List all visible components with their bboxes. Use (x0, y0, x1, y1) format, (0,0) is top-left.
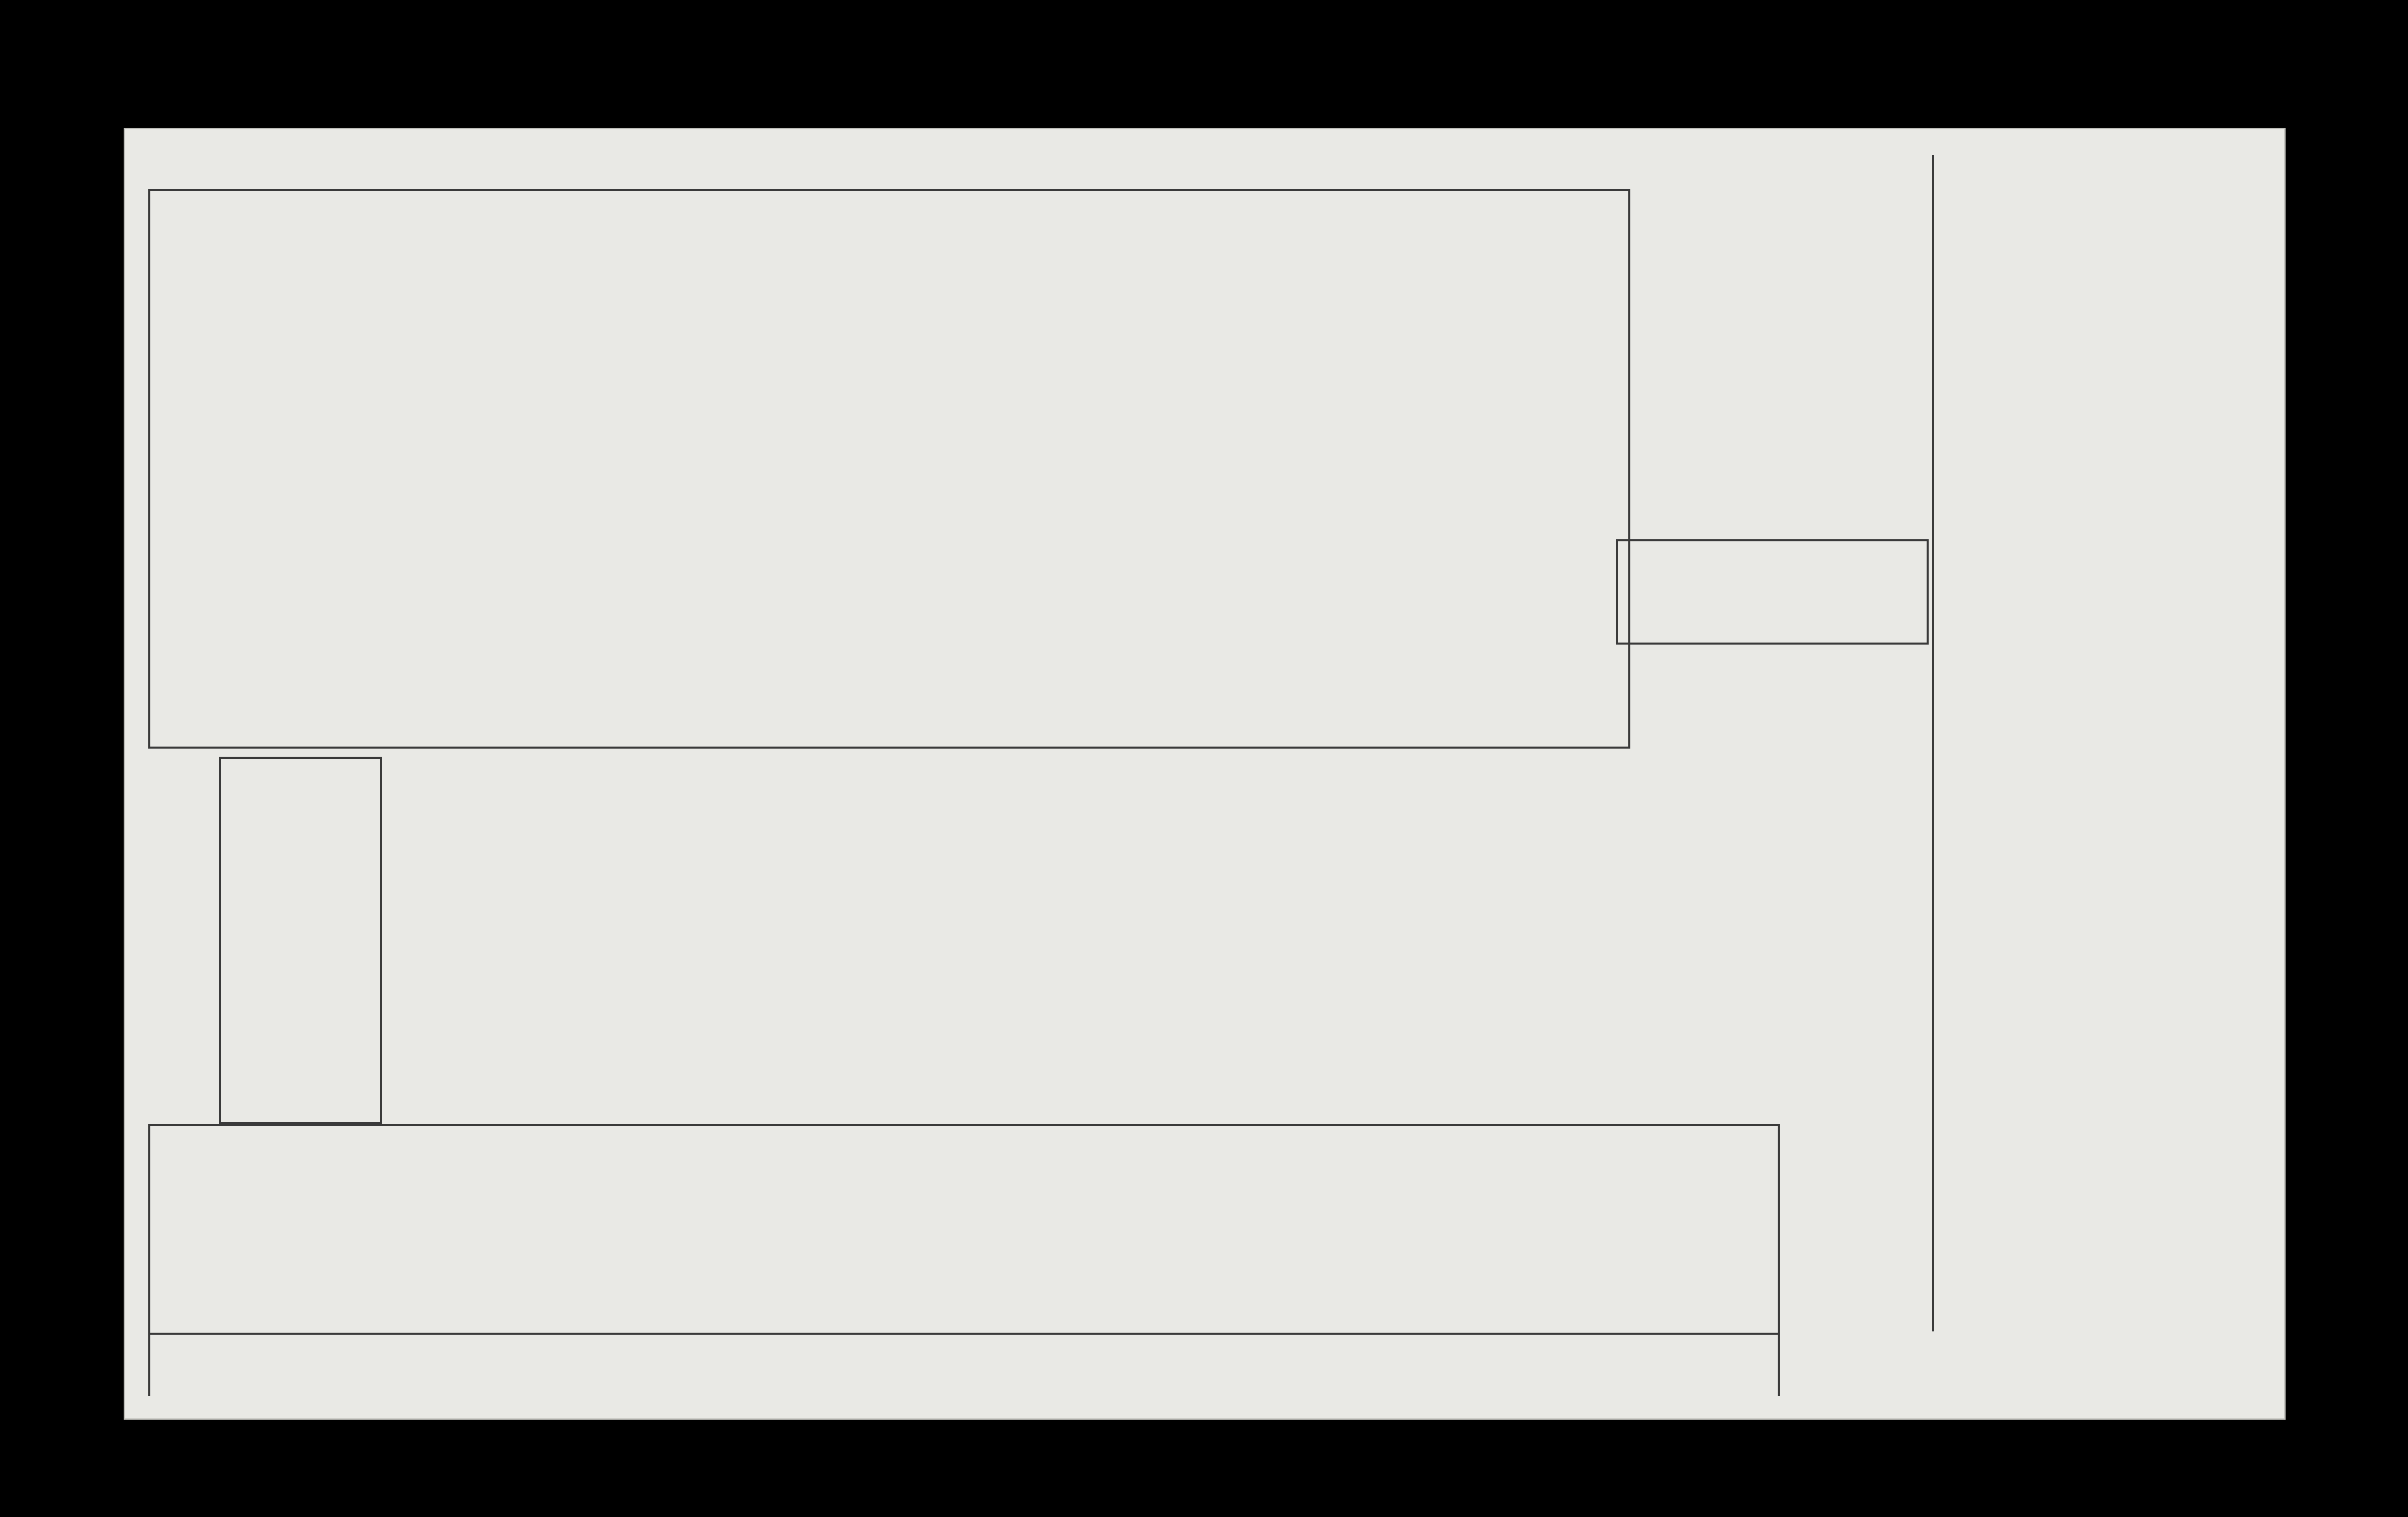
land-grid (1932, 155, 2272, 1331)
livestock-grid (148, 1124, 1780, 1335)
census-card (124, 128, 2286, 1420)
population-grid (148, 189, 1630, 749)
title-block (1633, 155, 1925, 536)
bottom-strip (148, 1335, 1780, 1396)
inventory-grid (219, 757, 382, 1124)
card-number-box (1616, 539, 1929, 645)
